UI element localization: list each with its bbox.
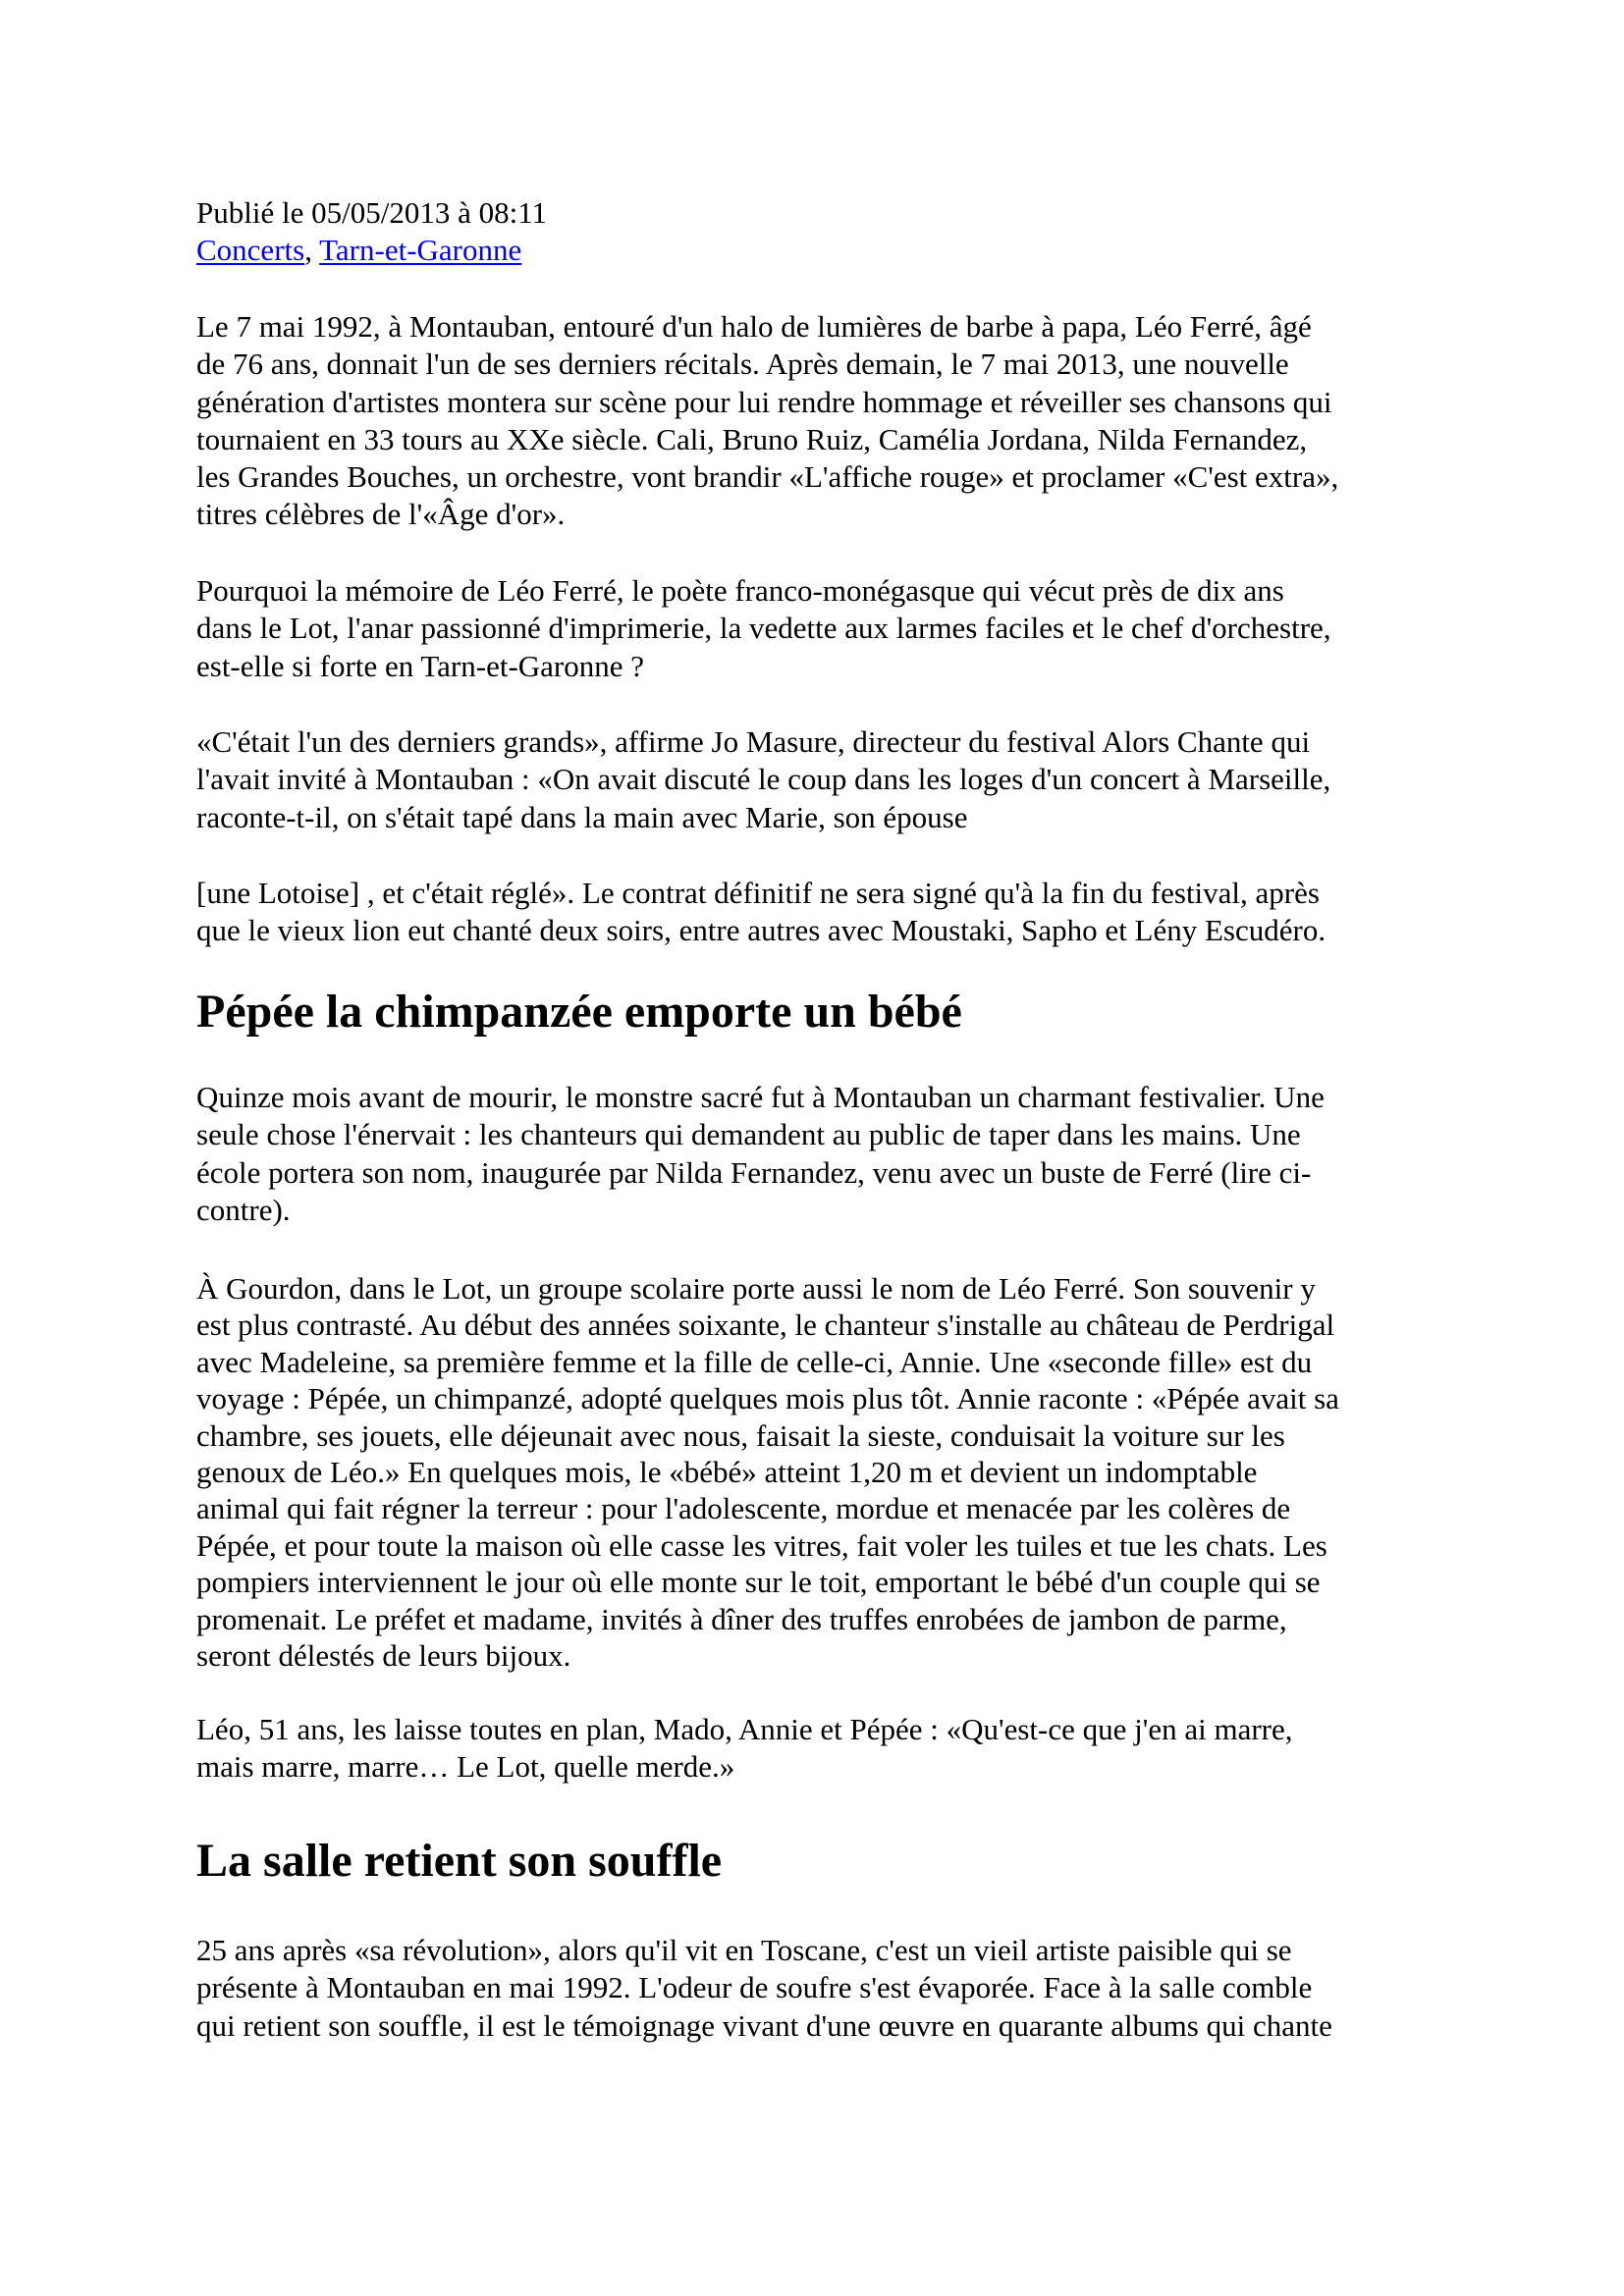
paragraph-line: qui retient son souffle, il est le témoignage vivant d'une œuvre en quarante albums qui chante xyxy=(196,2007,1332,2043)
paragraph-line: avec Madeleine, sa première femme et la fille de celle-ci, Annie. Une «seconde fille» est du xyxy=(196,1344,1313,1379)
paragraph-line: titres célèbres de l'«Âge d'or». xyxy=(196,497,566,532)
tag-separator: , xyxy=(304,233,320,268)
paragraph-line: dans le Lot, l'anar passionné d'imprimerie, la vedette aux larmes faciles et le chef d'orchestre, xyxy=(196,611,1331,646)
paragraph-leo-quote xyxy=(196,1711,1473,1787)
paragraph-line: l'avait invité à Montauban : «On avait discuté le coup dans les loges d'un concert à Marseille, xyxy=(196,762,1331,797)
article-meta xyxy=(196,194,1473,270)
paragraph-line: «C'était l'un des derniers grands», affirme Jo Masure, directeur du festival Alors Chante qui xyxy=(196,724,1311,759)
paragraph-line: est-elle si forte en Tarn-et-Garonne ? xyxy=(196,648,645,683)
paragraph-line: génération d'artistes montera sur scène pour lui rendre hommage et réveiller ses chansons qui xyxy=(196,384,1332,419)
paragraph-line: les Grandes Bouches, un orchestre, vont brandir «L'affiche rouge» et proclamer «C'est extra», xyxy=(196,459,1339,495)
paragraph-line: chambre, ses jouets, elle déjeunait avec nous, faisait la sieste, conduisait la voiture sur les xyxy=(196,1417,1285,1453)
paragraph-line: Quinze mois avant de mourir, le monstre sacré fut à Montauban un charmant festivalier. Une xyxy=(196,1080,1325,1114)
paragraph-line: Pépée, et pour toute la maison où elle casse les vitres, fait voler les tuiles et tue les chats. Les xyxy=(196,1527,1327,1563)
paragraph-line: raconte-t-il, on s'était tapé dans la main avec Marie, son épouse xyxy=(196,799,968,834)
publication-date: Publié le 05/05/2013 à 08:11 xyxy=(196,195,548,230)
paragraph-line: À Gourdon, dans le Lot, un groupe scolaire porte aussi le nom de Léo Ferré. Son souvenir y xyxy=(196,1271,1316,1306)
paragraph-line: voyage : Pépée, un chimpanzé, adopté quelques mois plus tôt. Annie raconte : «Pépée avait sa xyxy=(196,1381,1339,1416)
paragraph-contract xyxy=(196,875,1473,950)
tag-links xyxy=(196,232,1473,269)
paragraph-gourdon xyxy=(196,1270,1473,1674)
paragraph-line: tournaient en 33 tours au XXe siècle. Cali, Bruno Ruiz, Camélia Jordana, Nilda Fernandez, xyxy=(196,421,1308,456)
paragraph-line: est plus contrasté. Au début des années soixante, le chanteur s'installe au château de Perdrigal xyxy=(196,1308,1335,1343)
paragraph-line: pompiers interviennent le jour où elle monte sur le toit, emportant le bébé d'un couple qui se xyxy=(196,1565,1321,1600)
paragraph-line: que le vieux lion eut chanté deux soirs, entre autres avec Moustaki, Sapho et Lény Escudéro. xyxy=(196,913,1326,948)
paragraph-line: promenait. Le préfet et madame, invités à dîner des truffes enrobées de jambon de parme, xyxy=(196,1601,1287,1636)
paragraph-line: Léo, 51 ans, les laisse toutes en plan, Mado, Annie et Pépée : «Qu'est-ce que j'en ai marre, xyxy=(196,1712,1293,1746)
tag-link-concerts[interactable]: Concerts xyxy=(196,233,305,268)
tag-link-tarn-et-garonne[interactable]: Tarn-et-Garonne xyxy=(319,233,522,268)
paragraph-line: [une Lotoise] , et c'était réglé». Le contrat définitif ne sera signé qu'à la fin du festival, après xyxy=(196,876,1320,910)
section-heading-salle: La salle retient son souffle xyxy=(196,1835,723,1887)
section-heading-pepee: Pépée la chimpanzée emporte un bébé xyxy=(196,986,962,1038)
paragraph-toscane xyxy=(196,1932,1473,2045)
paragraph-question xyxy=(196,572,1473,685)
paragraph-line: mais marre, marre… Le Lot, quelle merde.» xyxy=(196,1749,735,1785)
paragraph-line: seront délestés de leurs bijoux. xyxy=(196,1638,571,1674)
paragraph-line: Le 7 mai 1992, à Montauban, entouré d'un halo de lumières de barbe à papa, Léo Ferré, âgé xyxy=(196,309,1312,344)
paragraph-line: contre). xyxy=(196,1192,291,1227)
paragraph-line: genoux de Léo.» En quelques mois, le «bébé» atteint 1,20 m et devient un indomptable xyxy=(196,1455,1258,1490)
paragraph-masure-quote xyxy=(196,723,1473,836)
paragraph-line: seule chose l'énervait : les chanteurs qui demandent au public de taper dans les mains. Une xyxy=(196,1117,1301,1152)
paragraph-line: de 76 ans, donnait l'un de ses derniers récitals. Après demain, le 7 mai 2013, une nouvelle xyxy=(196,347,1289,382)
paragraph-line: Pourquoi la mémoire de Léo Ferré, le poète franco-monégasque qui vécut près de dix ans xyxy=(196,573,1284,608)
paragraph-line: école portera son nom, inaugurée par Nilda Fernandez, venu avec un buste de Ferré (lire ci- xyxy=(196,1154,1312,1190)
paragraph-festivalier xyxy=(196,1079,1473,1229)
paragraph-line: présente à Montauban en mai 1992. L'odeur de soufre s'est évaporée. Face à la salle comble xyxy=(196,1970,1313,2005)
paragraph-line: 25 ans après «sa révolution», alors qu'il vit en Toscane, c'est un vieil artiste paisible qui se xyxy=(196,1933,1292,1967)
paragraph-intro xyxy=(196,308,1473,534)
paragraph-line: animal qui fait régner la terreur : pour l'adolescente, mordue et menacée par les colères de xyxy=(196,1491,1291,1526)
